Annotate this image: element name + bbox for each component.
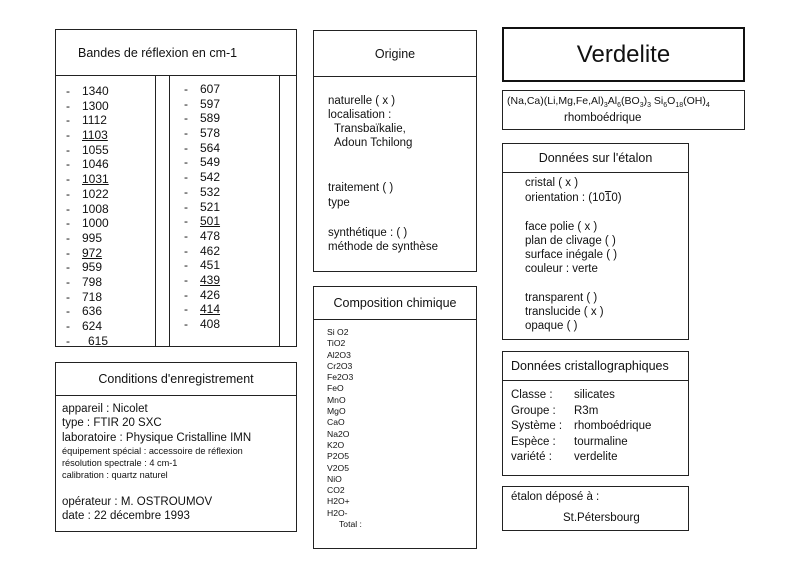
band-value: 408 (200, 317, 221, 331)
band-dash: - (184, 111, 188, 126)
origine-header (314, 31, 476, 77)
band-dash: - (66, 289, 70, 304)
band-value: 1022 (82, 186, 109, 201)
conditions-calib: calibration : quartz naturel (62, 470, 168, 480)
composition-panel (313, 286, 477, 549)
band-row (184, 302, 220, 317)
band-value: 1103 (82, 128, 108, 143)
conditions-labo: laboratoire : Physique Cristalline IMN (62, 432, 252, 444)
band-row (184, 185, 220, 200)
composition-item: V2O5 (327, 462, 349, 473)
cristallo-rows (511, 388, 651, 466)
band-row (66, 319, 109, 334)
cristallo-header (503, 352, 688, 381)
composition-header (314, 287, 476, 320)
composition-item: Cr2O3 (327, 360, 353, 371)
band-value: 718 (82, 289, 103, 304)
band-row (184, 288, 220, 303)
band-row (66, 84, 109, 99)
composition-item: P2O5 (327, 451, 349, 462)
etalon-transparent: transparent ( ) (525, 292, 598, 304)
band-value: 636 (82, 304, 103, 319)
origine-naturelle: naturelle ( x ) (328, 95, 396, 107)
band-value: 426 (200, 287, 221, 302)
reflexion-panel (55, 29, 297, 347)
band-row (66, 290, 109, 305)
cristallo-value: silicates (574, 389, 615, 401)
conditions-type: type : FTIR 20 SXC (62, 417, 162, 429)
band-dash: - (66, 142, 70, 157)
band-row (184, 97, 220, 112)
etalon-couleur: couleur : verte (525, 263, 598, 275)
band-row (184, 244, 220, 259)
band-dash: - (184, 287, 188, 302)
band-value: 1046 (82, 157, 109, 172)
origine-localisation: localisation : (328, 109, 392, 121)
band-row (66, 216, 109, 231)
band-dash: - (66, 84, 70, 98)
cristallo-title: Données cristallographiques (511, 359, 669, 373)
composition-item: Na2O (327, 428, 350, 439)
band-row (66, 113, 109, 128)
cristallo-row (511, 435, 651, 451)
band-dash: - (184, 243, 188, 258)
band-dash: - (66, 201, 70, 216)
band-row (184, 200, 220, 215)
band-row (184, 82, 220, 97)
band-dash: - (184, 228, 188, 243)
cristallo-value: R3m (574, 404, 599, 417)
etalon-title: Données sur l'étalon (538, 151, 653, 165)
band-row (66, 157, 109, 172)
band-value: 549 (200, 155, 221, 170)
band-value: 521 (200, 199, 221, 214)
origine-traitement: traitement ( ) (328, 182, 394, 194)
reflexion-header (56, 30, 296, 76)
band-row (66, 143, 109, 158)
band-dash: - (184, 82, 188, 96)
band-row (184, 170, 220, 185)
depot-label: étalon déposé à : (511, 491, 600, 503)
band-row (66, 260, 109, 275)
band-value: 1031 (82, 172, 109, 187)
band-dash: - (184, 126, 188, 141)
composition-item: CaO (327, 417, 345, 428)
band-row (184, 126, 220, 141)
cristallo-value: tourmaline (574, 435, 628, 448)
band-row (184, 258, 220, 273)
origine-methode: méthode de synthèse (328, 241, 438, 253)
band-row (184, 111, 220, 126)
composition-item: CO2 (327, 485, 345, 496)
band-dash: - (184, 199, 188, 214)
cristallo-key: Groupe : (511, 404, 556, 417)
depot-place: St.Pétersbourg (563, 512, 640, 524)
band-value: 478 (200, 228, 221, 243)
band-dash: - (66, 319, 70, 333)
band-dash: - (184, 155, 188, 170)
composition-item: K2O (327, 439, 345, 450)
band-value: 995 (82, 230, 103, 245)
composition-item: TiO2 (327, 338, 346, 349)
band-row (184, 273, 220, 288)
band-row (66, 246, 109, 261)
reflexion-col2 (184, 82, 220, 332)
composition-item: Si O2 (327, 327, 349, 337)
conditions-operateur: opérateur : M. OSTROUMOV (62, 496, 213, 508)
band-row (184, 214, 220, 229)
mineral-system: rhomboédrique (564, 112, 642, 124)
band-row (66, 231, 109, 246)
band-dash: - (184, 184, 188, 199)
band-row (66, 304, 109, 319)
band-row (66, 275, 109, 290)
composition-total: Total : (339, 519, 362, 530)
band-dash: - (66, 245, 70, 260)
etalon-header (503, 144, 688, 173)
composition-list (327, 327, 362, 530)
cristallo-value: rhomboédrique (574, 420, 652, 433)
band-value: 451 (200, 258, 221, 273)
composition-item: Al2O3 (327, 349, 351, 360)
band-value: 607 (200, 82, 221, 96)
band-dash: - (184, 140, 188, 155)
band-value: 615 (88, 333, 109, 348)
band-value: 624 (82, 319, 103, 333)
band-dash: - (66, 157, 70, 172)
band-dash: - (66, 260, 70, 275)
band-dash: - (66, 128, 70, 143)
origine-loc1: Transbaïkalie, (334, 123, 406, 135)
origine-loc2: Adoun Tchilong (334, 137, 413, 149)
reflexion-col1 (66, 84, 109, 348)
conditions-title: Conditions d'enregistrement (98, 372, 254, 386)
band-value: 501 (200, 214, 221, 229)
etalon-translucide: translucide ( x ) (525, 306, 604, 318)
cristallo-key: Espèce : (511, 435, 556, 448)
band-row (66, 334, 109, 349)
formula-panel (502, 90, 745, 130)
band-dash: - (184, 317, 188, 331)
band-dash: - (184, 302, 188, 317)
band-dash: - (66, 230, 70, 245)
column-divider (169, 75, 170, 346)
band-value: 798 (82, 274, 103, 289)
band-row (184, 229, 220, 244)
cristallo-value: verdelite (574, 451, 618, 464)
cristallo-key: Classe : (511, 389, 553, 401)
band-row (66, 172, 109, 187)
cristallo-row (511, 450, 651, 466)
band-value: 414 (200, 302, 221, 317)
band-row (184, 141, 220, 156)
band-value: 1340 (82, 84, 109, 98)
column-divider (155, 75, 156, 346)
composition-title: Composition chimique (333, 296, 457, 310)
band-value: 1055 (82, 142, 109, 157)
etalon-surface: surface inégale ( ) (525, 249, 618, 261)
etalon-panel (502, 143, 689, 340)
band-row (66, 99, 109, 114)
band-value: 959 (82, 260, 103, 275)
cristallo-key: variété : (511, 451, 552, 464)
band-value: 589 (200, 111, 221, 126)
origine-panel (313, 30, 477, 272)
origine-type: type (328, 197, 350, 209)
band-row (66, 187, 109, 202)
band-value: 564 (200, 140, 221, 155)
band-value: 1008 (82, 201, 109, 216)
conditions-equip: équipement spécial : accessoire de réflexion (62, 446, 243, 456)
band-dash: - (66, 333, 70, 348)
composition-item: H2O+ (327, 496, 350, 507)
band-value: 542 (200, 170, 221, 185)
composition-item: Fe2O3 (327, 372, 354, 383)
reflexion-title: Bandes de réflexion en cm-1 (78, 45, 238, 60)
conditions-appareil: appareil : Nicolet (62, 403, 148, 415)
band-row (66, 202, 109, 217)
band-dash: - (66, 113, 70, 128)
cristallo-key: Système : (511, 420, 563, 433)
etalon-plan: plan de clivage ( ) (525, 235, 616, 247)
band-value: 462 (200, 243, 221, 258)
cristallo-row (511, 419, 651, 435)
depot-panel (502, 486, 689, 531)
conditions-resol: résolution spectrale : 4 cm-1 (62, 458, 178, 468)
band-dash: - (66, 98, 70, 113)
composition-item: MgO (327, 406, 346, 417)
mineral-formula: $(Na,Ca)(Li,Mg,Fe,Al)_3Al_6(BO_3)_3$ $Si_6O_{18}(OH)_4$ (507, 95, 710, 110)
origine-synthetique: synthétique : ( ) (328, 227, 408, 239)
band-row (66, 128, 109, 143)
origine-title: Origine (374, 46, 416, 61)
column-divider (279, 75, 280, 346)
band-dash: - (184, 170, 188, 185)
composition-item: FeO (327, 383, 344, 394)
composition-item: NiO (327, 473, 342, 484)
band-row (184, 317, 220, 332)
band-dash: - (66, 216, 70, 231)
etalon-orientation: orientation : (1010) (525, 192, 622, 204)
band-row (184, 155, 220, 170)
conditions-header (56, 363, 296, 396)
band-value: 1112 (82, 113, 107, 128)
cristallo-row (511, 388, 651, 404)
mineral-name: Verdelite (576, 40, 671, 68)
band-dash: - (66, 172, 70, 187)
etalon-opaque: opaque ( ) (525, 320, 578, 332)
band-dash: - (66, 274, 70, 289)
etalon-face: face polie ( x ) (525, 221, 598, 233)
band-value: 597 (200, 96, 221, 111)
mineral-title-box (502, 27, 745, 82)
band-value: 532 (200, 184, 221, 199)
band-dash: - (184, 272, 188, 287)
band-dash: - (66, 186, 70, 201)
band-dash: - (66, 304, 70, 319)
band-value: 1000 (82, 216, 109, 231)
band-value: 972 (82, 245, 103, 260)
conditions-date: date : 22 décembre 1993 (62, 510, 190, 522)
etalon-cristal: cristal ( x ) (525, 177, 579, 189)
band-dash: - (184, 96, 188, 111)
composition-item: H2O- (327, 507, 348, 518)
cristallo-row (511, 404, 651, 420)
band-value: 439 (200, 272, 221, 287)
conditions-panel (55, 362, 297, 532)
cristallo-panel (502, 351, 689, 476)
band-dash: - (184, 214, 188, 229)
band-dash: - (184, 258, 188, 273)
band-value: 578 (200, 126, 221, 141)
composition-item: MnO (327, 394, 346, 405)
band-value: 1300 (82, 98, 109, 113)
